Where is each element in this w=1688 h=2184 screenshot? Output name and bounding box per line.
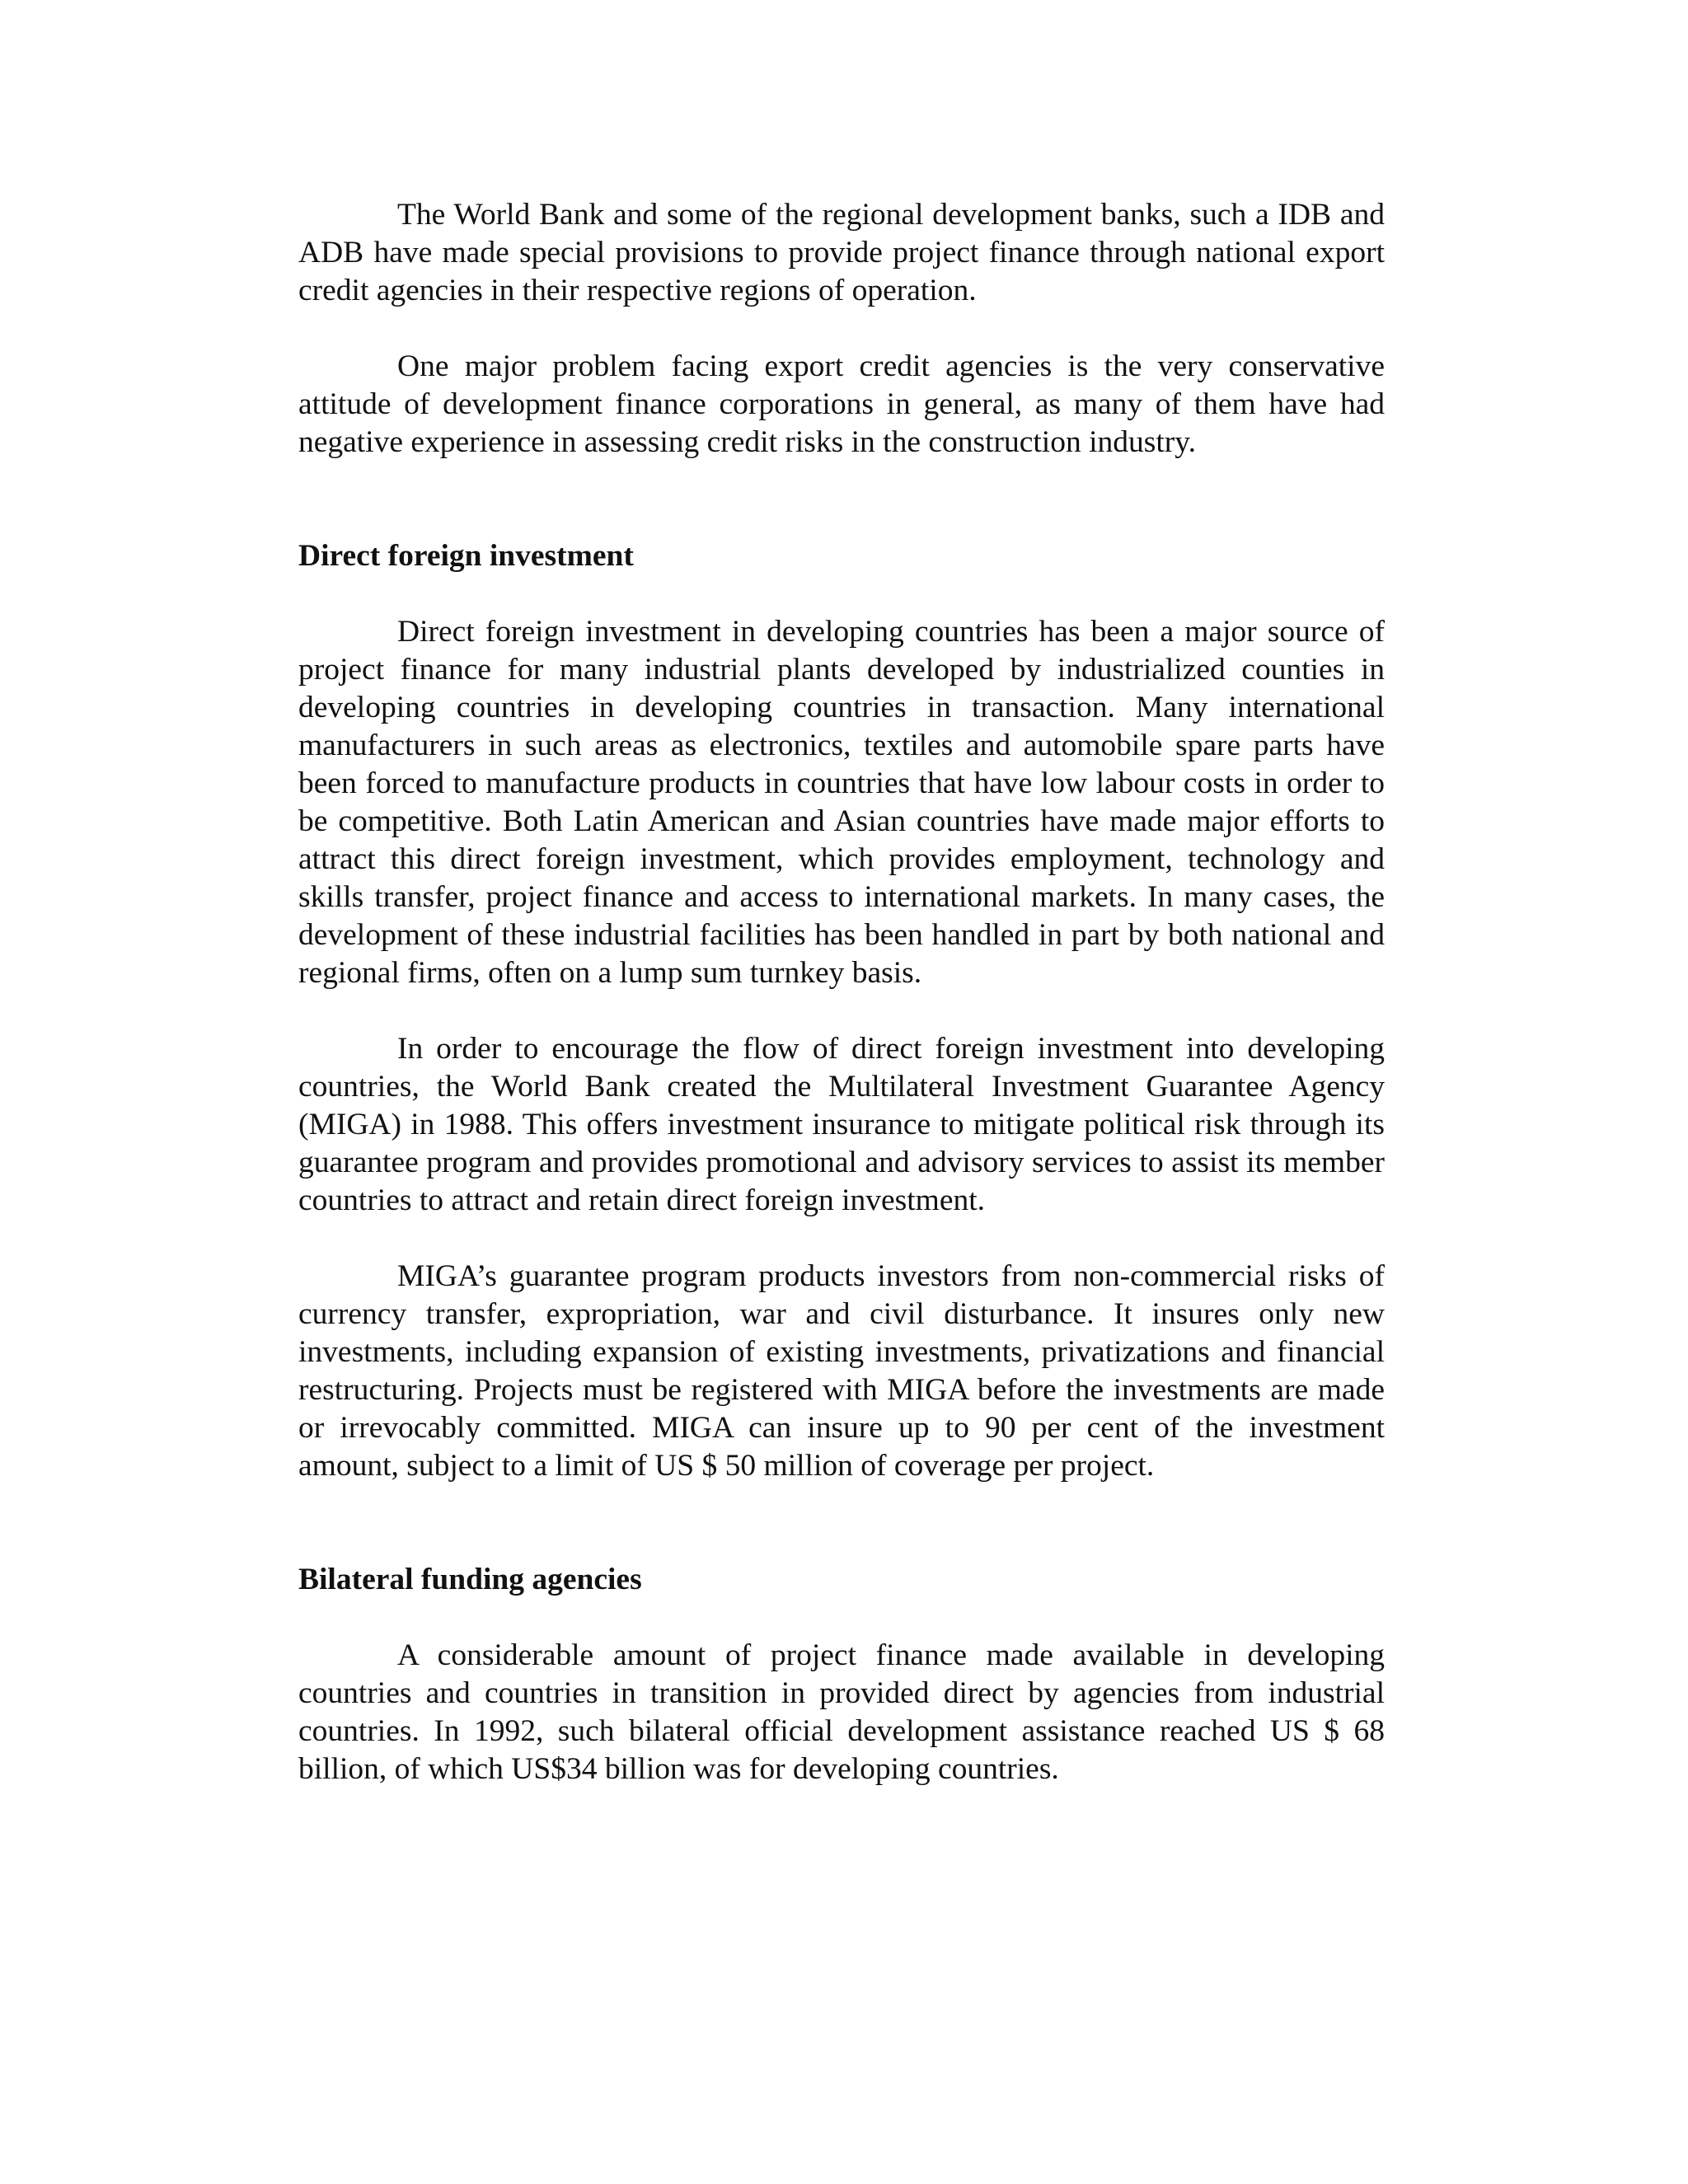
paragraph-export-credit-problem: One major problem facing export credit agencies is the very conservative attitude of development finance corporations in general, as many of them have had negative experience in assessing credit risks in the construction industry. [298, 349, 1385, 459]
paragraph-dfi-overview: Direct foreign investment in developing countries has been a major source of project finance for many industrial plants developed by industrialized counties in developing countries in developing countries in transaction. Many international manufacturers in such areas as electronics, textiles and automobile spare parts have been forced to manufacture products in countries that have low labour costs in order to be competitive. Both Latin American and Asian countries have made major efforts to attract this direct foreign investment, which provides employment, technology and skills transfer, project finance and access to international markets. In many cases, the development of these industrial facilities has been handled in part by both national and regional firms, often on a lump sum turnkey basis. [298, 615, 1385, 990]
paragraph-world-bank-provisions: The World Bank and some of the regional development banks, such a IDB and ADB have made special provisions to provide project finance through national export credit agencies in their respective regions of operation. [298, 198, 1385, 307]
paragraph-bilateral-assistance: A considerable amount of project finance made available in developing countries and countries in transition in provided direct by agencies from industrial countries. In 1992, such bilateral official development assistance reached US $ 68 billion, of which US$34 billion was for developing countries. [298, 1638, 1385, 1786]
paragraph-miga-creation: In order to encourage the flow of direct foreign investment into developing countries, the World Bank created the Multilateral Investment Guarantee Agency (MIGA) in 1988. This offers investment insurance to mitigate political risk through its guarantee program and provides promotional and advisory services to assist its member countries to attract and retain direct foreign investment. [298, 1032, 1385, 1217]
paragraph-miga-guarantee: MIGA’s guarantee program products investors from non-commercial risks of currency transfer, expropriation, war and civil disturbance. It insures only new investments, including expansion of existing investments, privatizations and financial restructuring. Projects must be registered with MIGA before the investments are made or irrevocably committed. MIGA can insure up to 90 per cent of the investment amount, subject to a limit of US $ 50 million of coverage per project. [298, 1259, 1385, 1483]
section-heading-direct-foreign-investment: Direct foreign investment [298, 539, 634, 573]
document-page [298, 196, 1385, 1788]
section-heading-bilateral-funding-agencies: Bilateral funding agencies [298, 1563, 642, 1596]
